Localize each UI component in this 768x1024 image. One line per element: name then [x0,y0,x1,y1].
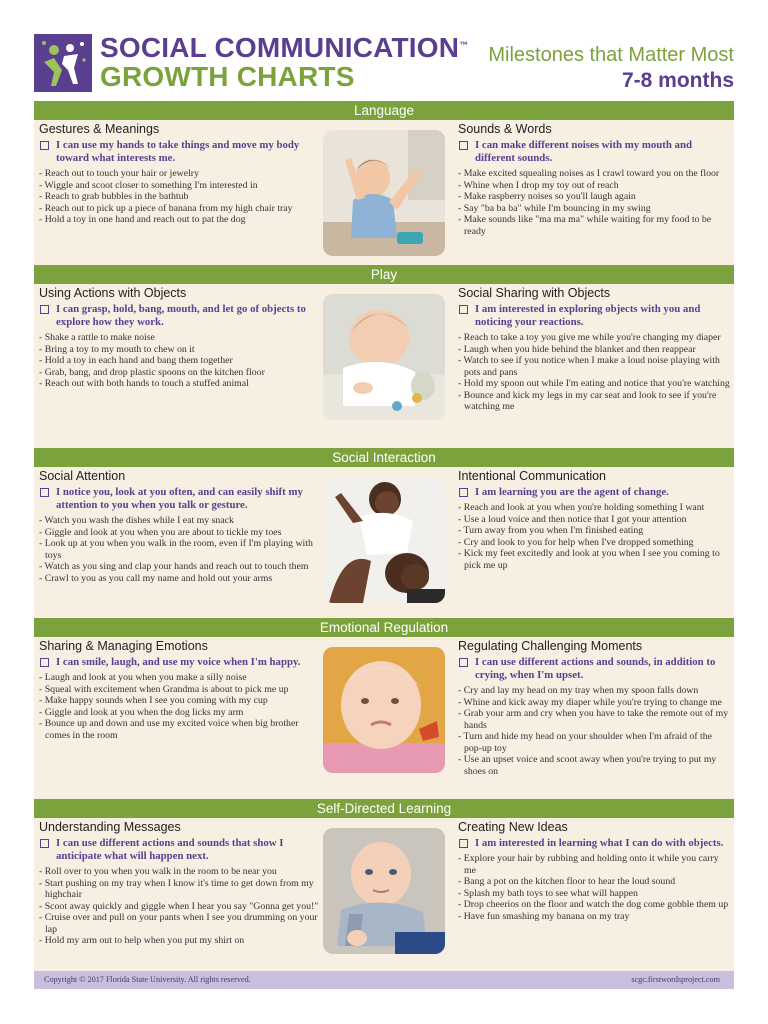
list-item: - Use a loud voice and then notice that I got your attention [458,514,730,526]
right-column [458,820,730,922]
column-heading: Sounds & Words [458,122,552,136]
list-item: - Crawl to you as you call my name and hold out your arms [39,573,321,585]
list-item: - Turn and hide my head on your shoulder when I'm afraid of the pop-up toy [458,731,730,754]
list-item: - Reach out with both hands to touch a stuffed animal [39,378,321,390]
copyright-notice: Copyright © 2017 Florida State University. All rights reserved. [44,975,251,984]
checkbox-icon[interactable] [40,839,49,848]
checkbox-icon[interactable] [459,488,468,497]
list-item: - Start pushing on my tray when I know it's time to get down from my highchair [39,878,321,901]
section-title: Social Interaction [34,448,734,467]
brand-line-2: GROWTH CHARTS [100,61,355,92]
section-emotional-regulation [34,618,734,798]
list-item: - Make excited squealing noises as I crawl toward you on the floor [458,168,730,180]
brand-wordmark [100,33,468,91]
column-heading: Creating New Ideas [458,820,568,834]
section-social-interaction [34,448,734,617]
goal-checkbox-item[interactable] [39,486,321,512]
section-language [34,101,734,264]
example-list [458,853,730,922]
list-item: - Say "ba ba ba" while I'm bouncing in my swing [458,203,730,215]
list-item: - Have fun smashing my banana on my tray [458,911,730,923]
goal-text: I can smile, laugh, and use my voice when I'm happy. [56,656,301,668]
photo-baby-with-toys [323,294,445,420]
checkbox-icon[interactable] [40,305,49,314]
list-item: - Hold a toy in one hand and reach out to pat the dog [39,214,321,226]
list-item: - Kick my feet excitedly and look at you when I see you coming to pick me up [458,548,730,571]
column-heading: Intentional Communication [458,469,606,483]
goal-text: I am interested in exploring objects with you and noticing your reactions. [475,303,701,328]
goal-checkbox-item[interactable] [39,656,321,669]
goal-text: I am interested in learning what I can do with objects. [475,837,724,849]
list-item: - Whine when I drop my toy out of reach [458,180,730,192]
goal-checkbox-item[interactable] [458,303,730,329]
goal-checkbox-item[interactable] [39,139,321,165]
column-heading: Regulating Challenging Moments [458,639,643,653]
list-item: - Hold my spoon out while I'm eating and notice that you're watching [458,378,730,390]
list-item: - Make happy sounds when I see you coming with my cup [39,695,321,707]
logo-figures-icon [34,34,92,92]
list-item: - Hold my arm out to help when you put my shirt on [39,935,321,947]
checkbox-icon[interactable] [459,839,468,848]
goal-text: I can use my hands to take things and move my body toward what interests me. [56,139,300,164]
list-item: - Giggle and look at you when you are about to tickle my toes [39,527,321,539]
list-item: - Bang a pot on the kitchen floor to hear the loud sound [458,876,730,888]
goal-checkbox-item[interactable] [458,486,730,499]
photo-parent-lifting-baby [323,477,445,603]
list-item: - Explore your hair by rubbing and holding onto it while you carry me [458,853,730,876]
section-title: Emotional Regulation [34,618,734,637]
goal-checkbox-item[interactable] [458,656,730,682]
left-column [39,286,321,390]
milestones-title: Milestones that Matter Most [488,44,734,66]
example-list [458,502,730,571]
column-heading: Sharing & Managing Emotions [39,639,208,653]
list-item: - Shake a rattle to make noise [39,332,321,344]
section-play [34,265,734,447]
list-item: - Watch as you sing and clap your hands and reach out to touch them [39,561,321,573]
trademark-symbol: ™ [459,40,469,50]
list-item: - Splash my bath toys to see what will happen [458,888,730,900]
checkbox-icon[interactable] [459,658,468,667]
list-item: - Hold a toy in each hand and bang them together [39,355,321,367]
left-column [39,469,321,584]
list-item: - Reach and look at you when you're holding something I want [458,502,730,514]
list-item: - Laugh when you hide behind the blanket and then reappear [458,344,730,356]
list-item: - Cry and lay my head on my tray when my spoon falls down [458,685,730,697]
list-item: - Use an upset voice and scoot away when you're trying to put my shoes on [458,754,730,777]
page-footer [34,971,734,989]
list-item: - Drop cheerios on the floor and watch the dog come gobble them up [458,899,730,911]
right-column [458,122,730,237]
goal-text: I can grasp, hold, bang, mouth, and let go of objects to explore how they work. [56,303,306,328]
example-list [39,866,321,947]
list-item: - Laugh and look at you when you make a silly noise [39,672,321,684]
section-self-directed-learning [34,799,734,969]
list-item: - Grab, bang, and drop plastic spoons on the kitchen floor [39,367,321,379]
photo-baby-reaching [323,130,445,256]
list-item: - Reach out to touch your hair or jewelry [39,168,321,180]
list-item: - Reach to take a toy you give me while you're changing my diaper [458,332,730,344]
list-item: - Bounce and kick my legs in my car seat and look to see if you're watching me [458,390,730,413]
list-item: - Roll over to you when you walk in the room to be near you [39,866,321,878]
checkbox-icon[interactable] [459,141,468,150]
list-item: - Cruise over and pull on your pants when I see you drumming on your lap [39,912,321,935]
section-title: Play [34,265,734,284]
brand-logo [34,34,92,92]
column-heading: Using Actions with Objects [39,286,187,300]
page-header [0,0,768,100]
checkbox-icon[interactable] [40,141,49,150]
right-column [458,469,730,571]
checkbox-icon[interactable] [459,305,468,314]
list-item: - Make sounds like "ma ma ma" while waiting for my food to be ready [458,214,730,237]
example-list [39,515,321,584]
column-heading: Gestures & Meanings [39,122,160,136]
list-item: - Giggle and look at you when the dog licks my arm [39,707,321,719]
column-heading: Social Attention [39,469,126,483]
list-item: - Cry and look to you for help when I've dropped something [458,537,730,549]
checkbox-icon[interactable] [40,658,49,667]
example-list [458,332,730,413]
list-item: - Bring a toy to my mouth to chew on it [39,344,321,356]
photo-baby-tasting-food [323,647,445,773]
right-column [458,639,730,777]
checkbox-icon[interactable] [40,488,49,497]
goal-checkbox-item[interactable] [39,837,321,863]
example-list [458,685,730,777]
list-item: - Reach to grab bubbles in the bathtub [39,191,321,203]
column-heading: Social Sharing with Objects [458,286,611,300]
section-title: Language [34,101,734,120]
website-link[interactable]: scgc.firstwordsproject.com [631,975,720,984]
column-heading: Understanding Messages [39,820,181,834]
goal-text: I can use different actions and sounds, in addition to crying, when I'm upset. [475,656,716,681]
right-column [458,286,730,413]
goal-checkbox-item[interactable] [458,139,730,165]
goal-text: I notice you, look at you often, and can easily shift my attention to you when you talk or gesture. [56,486,303,511]
left-column [39,639,321,741]
example-list [39,332,321,390]
list-item: - Grab your arm and cry when you have to take the remote out of my hands [458,708,730,731]
list-item: - Watch you wash the dishes while I eat my snack [39,515,321,527]
list-item: - Reach out to pick up a piece of banana from my high chair tray [39,203,321,215]
list-item: - Bounce up and down and use my excited voice when big brother comes in the room [39,718,321,741]
list-item: - Scoot away quickly and giggle when I hear you say "Gonna get you!" [39,901,321,913]
list-item: - Look up at you when you walk in the room, even if I'm playing with toys [39,538,321,561]
left-column [39,122,321,226]
goal-checkbox-item[interactable] [458,837,730,850]
goal-text: I can make different noises with my mouth and different sounds. [475,139,692,164]
goal-checkbox-item[interactable] [39,303,321,329]
age-range: 7-8 months [621,69,734,92]
section-title: Self-Directed Learning [34,799,734,818]
photo-baby-crawling [323,828,445,954]
list-item: - Turn away from you when I'm finished eating [458,525,730,537]
goal-text: I can use different actions and sounds that show I anticipate what will happen next. [56,837,284,862]
example-list [458,168,730,237]
example-list [39,168,321,226]
list-item: - Squeal with excitement when Grandma is about to pick me up [39,684,321,696]
list-item: - Whine and kick away my diaper while you're trying to change me [458,697,730,709]
milestones-heading [488,44,734,93]
chart-panel [34,101,734,989]
goal-text: I am learning you are the agent of change. [475,486,669,498]
brand-line-1: SOCIAL COMMUNICATION [100,32,460,63]
list-item: - Watch to see if you notice when I make a loud noise playing with pots and pans [458,355,730,378]
list-item: - Wiggle and scoot closer to something I'm interested in [39,180,321,192]
example-list [39,672,321,741]
list-item: - Make raspberry noises so you'll laugh again [458,191,730,203]
left-column [39,820,321,947]
